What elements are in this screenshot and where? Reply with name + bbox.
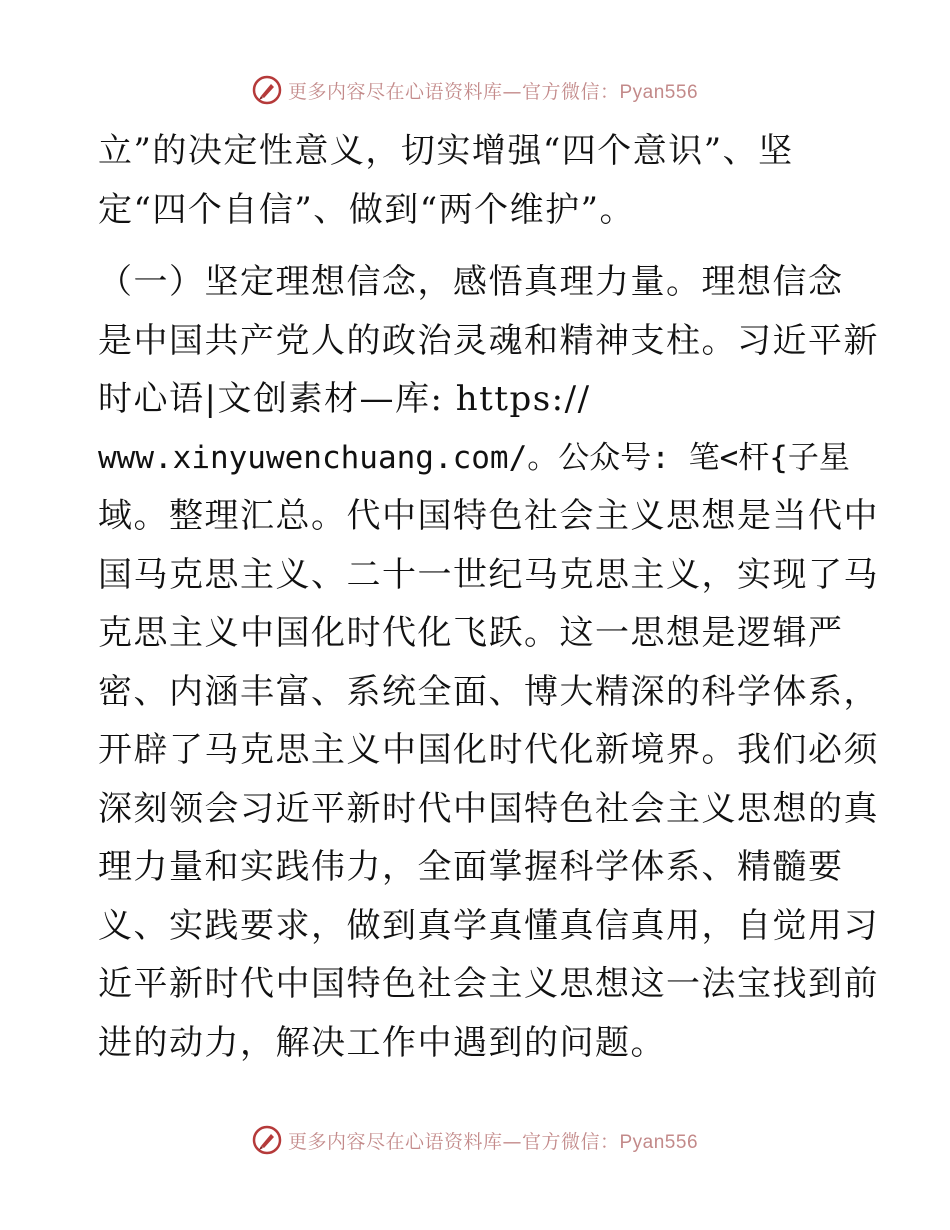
paragraph-1 (98, 122, 858, 239)
text-line: 立”的决定性意义，切实增强“四个意识”、坚 (98, 131, 794, 171)
paragraph-2 (98, 253, 879, 1072)
pen-nib-logo-icon (252, 1125, 282, 1155)
header-wechat-id: Pyan556 (619, 81, 699, 103)
text-line: 开辟了马克思主义中国化时代化新境界。我们必须 (98, 730, 879, 770)
text-line: 国马克思主义、二十一世纪马克思主义，实现了马 (98, 554, 879, 595)
text-line: （一）坚定理想信念，感悟真理力量。理想信念 (98, 262, 844, 302)
text-line: 域。整理汇总。代中国特色社会主义思想是当代中 (98, 496, 879, 536)
header-banner-text: 更多内容尽在心语资料库—官方微信：Pyan556 (287, 80, 699, 103)
text-line: 理力量和实践伟力，全面掌握科学体系、精髓要 (98, 847, 844, 887)
footer-banner-text: 更多内容尽在心语资料库—官方微信：Pyan556 (287, 1130, 699, 1153)
text-line-with-link: 时心语|文创素材—库: https:// (98, 379, 591, 419)
text-line: 定“四个自信”、做到“两个维护”。 (98, 189, 636, 230)
text-line-url: www.xinyuwenchuang.com/。公众号: 笔<杆{子星 (98, 439, 850, 476)
text-line: 克思主义中国化时代化飞跃。这一思想是逻辑严 (98, 613, 844, 653)
text-line: 进的动力，解决工作中遇到的问题。 (98, 1022, 666, 1063)
text-line: 深刻领会习近平新时代中国特色社会主义思想的真 (98, 788, 879, 829)
header-banner (0, 70, 950, 110)
document-body (98, 122, 879, 1072)
text-line: 密、内涵丰富、系统全面、博大精深的科学体系， (98, 671, 879, 712)
text-line: 是中国共产党人的政治灵魂和精神支柱。习近平新 (98, 320, 879, 361)
text-line: 近平新时代中国特色社会主义思想这一法宝找到前 (98, 964, 879, 1004)
footer-banner (0, 1120, 950, 1160)
footer-wechat-id: Pyan556 (619, 1131, 699, 1153)
pen-nib-logo-icon (252, 75, 282, 105)
text-line: 义、实践要求，做到真学真懂真信真用，自觉用习 (98, 905, 879, 946)
